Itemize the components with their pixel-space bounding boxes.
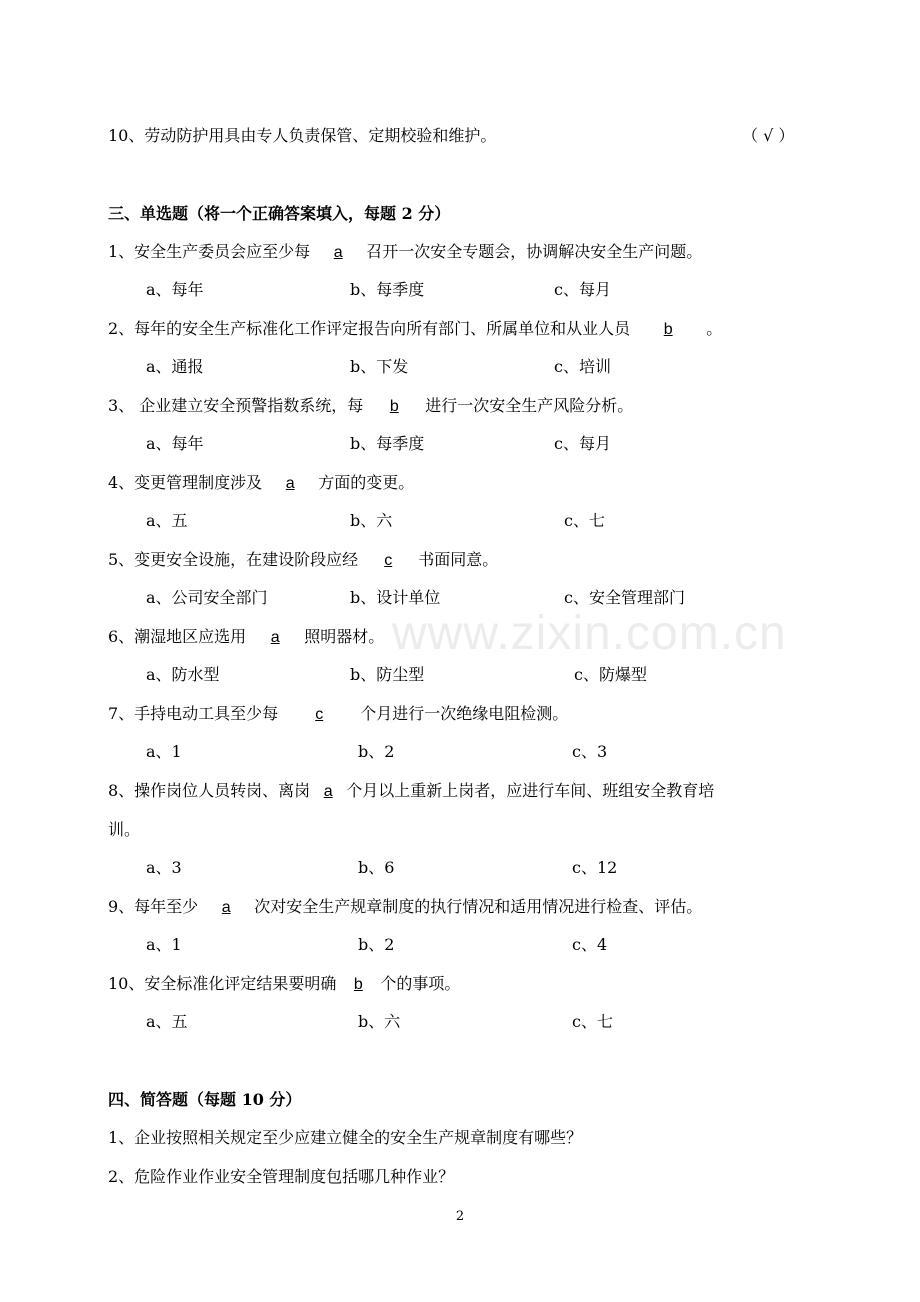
- answer-blank: c: [315, 706, 324, 723]
- mc-question-1: [108, 240, 702, 265]
- mc-question-9: [108, 895, 702, 920]
- question-text-pre: 7、手持电动工具至少每: [108, 704, 279, 723]
- short-answer-question-2: 2、危险作业作业安全管理制度包括哪几种作业？: [108, 1167, 455, 1186]
- option-a: a、1: [146, 742, 182, 761]
- option-c: c、12: [572, 858, 618, 877]
- mc-question-8-continuation: 训。: [108, 820, 141, 839]
- page-number: 2: [455, 1209, 465, 1224]
- question-text-post: 。: [706, 319, 723, 338]
- option-c: c、安全管理部门: [564, 588, 685, 607]
- answer-blank: b: [353, 976, 363, 993]
- section-3-heading: 三、单选题（将一个正确答案填入，每题 2 分）: [108, 204, 451, 223]
- option-c: c、每月: [554, 280, 611, 299]
- option-c: c、七: [572, 1012, 613, 1031]
- answer-blank: a: [270, 629, 280, 646]
- option-c: c、3: [572, 742, 608, 761]
- option-b: b、防尘型: [350, 665, 425, 684]
- question-text-post: 个月以上重新上岗者，应进行车间、班组安全教育培: [346, 781, 715, 800]
- option-a: a、公司安全部门: [146, 588, 268, 607]
- answer-blank: a: [285, 475, 295, 492]
- question-text-pre: 8、操作岗位人员转岗、离岗: [108, 781, 311, 800]
- mc-question-3: [108, 394, 633, 419]
- answer-blank: a: [323, 783, 333, 800]
- question-text-pre: 1、安全生产委员会应至少每: [108, 242, 311, 261]
- answer-blank: b: [389, 398, 399, 415]
- mc-question-10: [108, 972, 460, 997]
- question-text-post: 召开一次安全专题会，协调解决安全生产问题。: [366, 242, 703, 261]
- mc-question-6: [108, 625, 384, 650]
- option-b: b、六: [350, 511, 393, 530]
- watermark: www.zixin.com.cn: [392, 607, 787, 660]
- question-text-pre: 6、潮湿地区应选用: [108, 627, 247, 646]
- mc-question-8: [108, 779, 714, 804]
- option-a: a、每年: [146, 280, 204, 299]
- tf-question-10: [108, 124, 496, 148]
- option-a: a、五: [146, 1012, 188, 1031]
- question-text-post: 个月进行一次绝缘电阻检测。: [360, 704, 569, 723]
- tf-question-10-text: 10、劳动防护用具由专人负责保管、定期校验和维护。: [108, 126, 497, 145]
- option-b: b、2: [358, 742, 395, 761]
- option-c: c、七: [564, 511, 605, 530]
- option-c: c、培训: [554, 357, 611, 376]
- question-text-post: 照明器材。: [304, 627, 385, 646]
- answer-blank: b: [663, 321, 673, 338]
- option-a: a、3: [146, 858, 182, 877]
- option-b: b、6: [358, 858, 395, 877]
- question-text-pre: 9、每年至少: [108, 897, 199, 916]
- option-c: c、4: [572, 935, 608, 954]
- answer-blank: a: [221, 899, 231, 916]
- option-b: b、六: [358, 1012, 401, 1031]
- option-c: c、每月: [554, 434, 611, 453]
- answer-blank: c: [384, 552, 393, 569]
- mc-question-5: [108, 548, 498, 573]
- option-b: b、每季度: [350, 280, 425, 299]
- short-answer-question-1: 1、企业按照相关规定至少应建立健全的安全生产规章制度有哪些？: [108, 1128, 583, 1147]
- option-a: a、通报: [146, 357, 204, 376]
- question-text-post: 进行一次安全生产风险分析。: [425, 396, 634, 415]
- question-text-post: 方面的变更。: [318, 473, 415, 492]
- option-b: b、每季度: [350, 434, 425, 453]
- question-text-pre: 4、变更管理制度涉及: [108, 473, 263, 492]
- question-text-pre: 3、 企业建立安全预警指数系统，每: [108, 396, 364, 415]
- mc-question-4: [108, 471, 414, 496]
- option-b: b、2: [358, 935, 395, 954]
- tf-question-10-answer-mark: （ √ ）: [742, 126, 795, 145]
- option-b: b、下发: [350, 357, 409, 376]
- question-text-post: 个的事项。: [380, 974, 461, 993]
- option-a: a、防水型: [146, 665, 220, 684]
- option-a: a、1: [146, 935, 182, 954]
- mc-question-7: [108, 702, 568, 727]
- section-4-heading: 四、简答题（每题 10 分）: [108, 1090, 302, 1109]
- option-a: a、五: [146, 511, 188, 530]
- option-a: a、每年: [146, 434, 204, 453]
- answer-blank: a: [333, 244, 343, 261]
- option-c: c、防爆型: [574, 665, 647, 684]
- question-text-post: 书面同意。: [418, 550, 499, 569]
- question-text-pre: 2、每年的安全生产标准化工作评定报告向所有部门、所属单位和从业人员: [108, 319, 631, 338]
- option-b: b、设计单位: [350, 588, 441, 607]
- mc-question-2: [108, 317, 722, 342]
- question-text-pre: 10、安全标准化评定结果要明确: [108, 974, 337, 993]
- question-text-post: 次对安全生产规章制度的执行情况和适用情况进行检查、评估。: [254, 897, 703, 916]
- question-text-pre: 5、变更安全设施，在建设阶段应经: [108, 550, 359, 569]
